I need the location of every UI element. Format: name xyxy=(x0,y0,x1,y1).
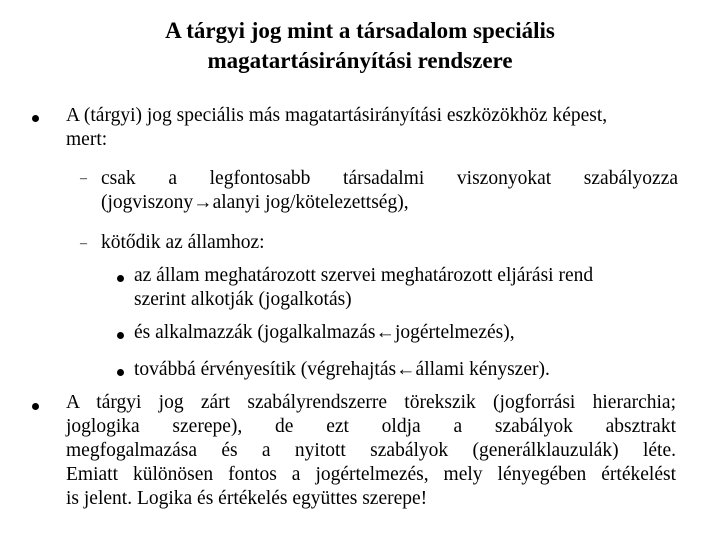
list-item-2 xyxy=(66,391,676,511)
sub-sub-item-1-line-2: szerint alkotják (jogalkotás) xyxy=(134,289,352,310)
list-item-2-line-3: megfogalmazása és a nyitott szabályok (generálklauzulák) léte. xyxy=(66,440,676,461)
bullet-disc-icon xyxy=(117,369,124,376)
sub-item-1-line-2: (jogviszony→alanyi jog/kötelezettség), xyxy=(101,192,409,213)
sub-item-2-line-1: kötődik az államhoz: xyxy=(101,232,265,253)
list-item-1-line-1: A (tárgyi) jog speciális más magatartásirányítási eszközökhöz képest, xyxy=(66,105,608,126)
sub-sub-item-1 xyxy=(134,264,680,312)
sub-sub-item-1-line-1: az állam meghatározott szervei meghatározott eljárási rend xyxy=(134,265,594,286)
bullet-disc-icon xyxy=(32,115,39,122)
sub-sub-item-2 xyxy=(134,321,680,345)
list-item-2-line-1: A tárgyi jog zárt szabályrendszerre törekszik (jogforrási hierarchia; xyxy=(66,392,676,413)
list-item-1 xyxy=(66,104,678,152)
sub-item-1 xyxy=(101,167,678,215)
list-item-1-line-2: mert: xyxy=(66,129,108,150)
dash-bullet-icon: – xyxy=(80,171,87,186)
bullet-disc-icon xyxy=(117,332,124,339)
bullet-disc-icon xyxy=(117,275,124,282)
bullet-disc-icon xyxy=(32,403,39,410)
list-item-2-line-5: is jelent. Logika és értékelés együttes szerepe! xyxy=(66,488,428,509)
sub-item-1-line-1: csak a legfontosabb társadalmi viszonyokat szabályozza xyxy=(101,168,678,189)
sub-item-2 xyxy=(101,231,678,255)
list-item-2-line-2: joglogika szerepe), de ezt oldja a szabályok absztrakt xyxy=(66,416,676,437)
sub-sub-item-3 xyxy=(134,358,680,382)
slide-title-line-2: magatartásirányítási rendszere xyxy=(207,48,513,73)
dash-bullet-icon: – xyxy=(80,236,87,251)
sub-sub-item-2-line-1: és alkalmazzák (jogalkalmazás←jogértelmezés), xyxy=(134,322,515,343)
slide-title-line-1: A tárgyi jog mint a társadalom speciális xyxy=(165,18,555,43)
sub-sub-item-3-line-1: továbbá érvényesítik (végrehajtás←állami kényszer). xyxy=(134,359,550,380)
slide-title xyxy=(0,16,720,76)
list-item-2-line-4: Emiatt különösen fontos a jogértelmezés, mely lényegében értékelést xyxy=(66,464,676,485)
